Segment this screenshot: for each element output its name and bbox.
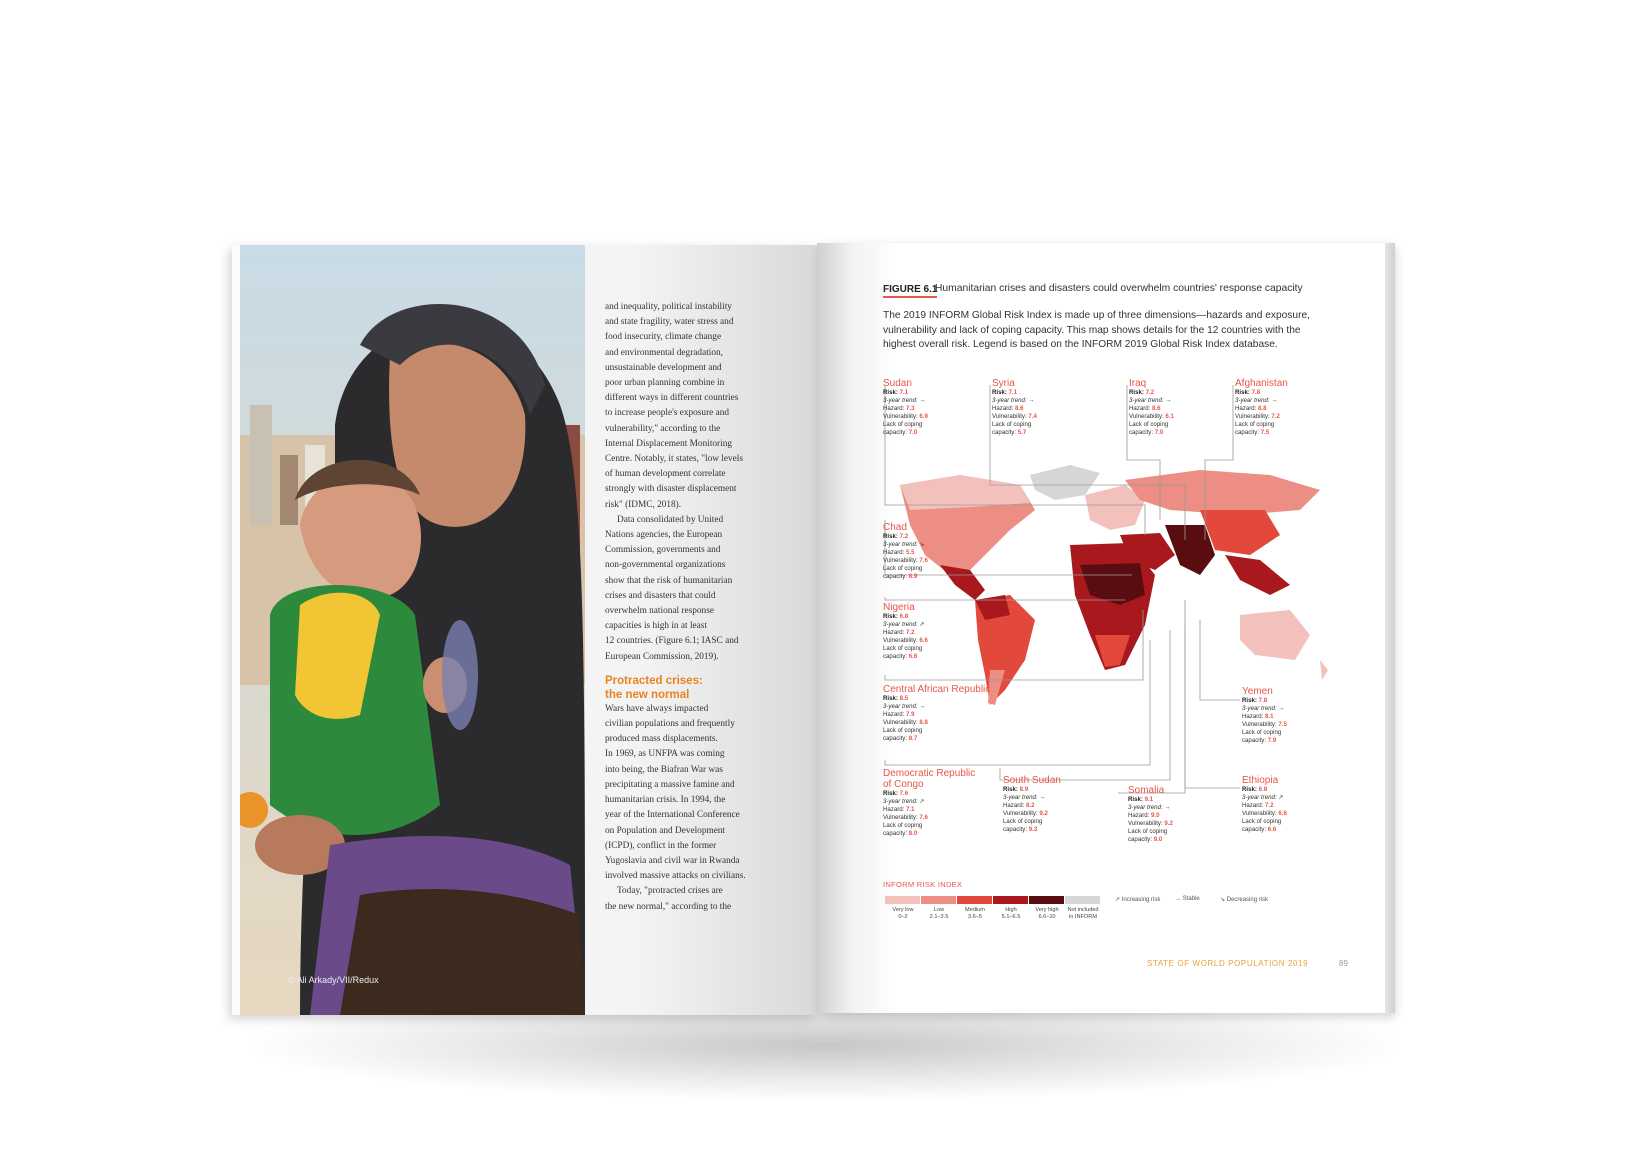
hazard-label: Hazard: (1235, 405, 1257, 413)
coping-label: Lack of coping (992, 421, 1032, 429)
legend-stable: → Stable (1175, 896, 1200, 902)
coping-label: capacity: (1242, 737, 1267, 745)
callout-south-sudan (1003, 775, 1083, 835)
legend-label (883, 907, 923, 921)
trend-label: 3-year trend: (1003, 794, 1038, 802)
coping-label: capacity: (1242, 826, 1267, 834)
coping-label: Lack of coping (883, 645, 923, 653)
body-line: produced mass displacements. (605, 734, 718, 745)
trend-arrow-icon: ↗ (919, 798, 925, 806)
body-line: precipitating a massive famine and (605, 779, 735, 790)
risk-label: Risk: (883, 389, 898, 396)
coping-value: 5.7 (1017, 429, 1027, 437)
russia-shape (1125, 470, 1320, 515)
vulnerability-value: 6.6 (919, 637, 928, 645)
legend-label-1: Very high (1035, 907, 1059, 913)
coping-label: Lack of coping (1235, 421, 1275, 429)
vulnerability-value: 7.6 (919, 814, 928, 822)
hazard-label: Hazard: (1128, 812, 1150, 820)
body-line: to increase people's exposure and (605, 408, 730, 419)
risk-value: 7.1 (1008, 389, 1018, 396)
trend-label: 3-year trend: (992, 397, 1027, 405)
hazard-value: 8.2 (1026, 802, 1035, 810)
legend-swatch (993, 896, 1028, 904)
vulnerability-value: 7.4 (1028, 413, 1037, 421)
vulnerability-value: 6.9 (919, 413, 928, 421)
trend-arrow-icon: → (1028, 397, 1035, 405)
coping-label: capacity: (1129, 429, 1154, 437)
body-line: European Commission, 2019). (605, 651, 719, 662)
country-name: Afghanistan (1235, 378, 1288, 389)
body-line: of human development correlate (605, 469, 726, 480)
body-line: (ICPD), conflict in the former (605, 840, 717, 851)
hazard-label: Hazard: (883, 405, 905, 413)
callout-syria (992, 378, 1072, 438)
country-name: Iraq (1129, 378, 1147, 389)
coping-label: Lack of coping (1129, 421, 1169, 429)
legend-label (991, 907, 1031, 921)
trend-label: 3-year trend: (883, 541, 918, 549)
southeast-asia-shape (1225, 555, 1290, 595)
figure-label: FIGURE 6.1 (883, 284, 937, 298)
vulnerability-value: 7.6 (919, 557, 928, 565)
body-line: into being, the Biafran War was (605, 764, 723, 775)
legend-label-2: 6.6–10 (1038, 914, 1056, 920)
risk-value: 8.5 (899, 695, 909, 702)
coping-label: Lack of coping (883, 421, 923, 429)
page-number: 89 (1339, 959, 1348, 968)
coping-label: capacity: (883, 653, 908, 661)
hazard-label: Hazard: (992, 405, 1014, 413)
callout-ethiopia (1242, 775, 1322, 835)
vulnerability-label: Vulnerability: (883, 413, 918, 421)
vulnerability-label: Vulnerability: (1128, 820, 1163, 828)
body-line: Nations agencies, the European (605, 530, 723, 541)
hazard-label: Hazard: (1129, 405, 1151, 413)
hazard-value: 8.6 (1015, 405, 1024, 413)
body-line: Today, "protracted crises are (617, 886, 723, 897)
risk-label: Risk: (1242, 697, 1257, 704)
legend-label (919, 907, 959, 921)
coping-label: capacity: (883, 830, 908, 838)
risk-label: Risk: (1003, 786, 1018, 793)
country-name: Central African Republic (883, 684, 991, 695)
risk-label: Risk: (883, 613, 898, 620)
hazard-label: Hazard: (1242, 802, 1264, 810)
hazard-value: 7.1 (906, 806, 915, 814)
vulnerability-label: Vulnerability: (992, 413, 1027, 421)
coping-label: capacity: (992, 429, 1017, 437)
figure-title: Humanitarian crises and disasters could overwhelm countries' response capacity (935, 283, 1303, 294)
legend-label-2: 5.1–6.5 (1001, 914, 1021, 920)
risk-value: 8.9 (1019, 786, 1029, 793)
coping-label: capacity: (883, 573, 908, 581)
country-name: Nigeria (883, 602, 915, 613)
risk-label: Risk: (1235, 389, 1250, 396)
country-name: South Sudan (1003, 775, 1061, 786)
hazard-value: 7.3 (906, 405, 915, 413)
coping-value: 7.0 (1154, 429, 1164, 437)
trend-arrow-icon: → (1039, 794, 1046, 802)
hazard-label: Hazard: (883, 549, 905, 557)
legend-swatch (957, 896, 992, 904)
risk-value: 7.2 (1145, 389, 1155, 396)
coping-label: Lack of coping (883, 727, 923, 735)
legend-label-2: 2.1–3.5 (929, 914, 949, 920)
figure-description (883, 309, 1338, 353)
legend-label (955, 907, 995, 921)
risk-label: Risk: (1242, 786, 1257, 793)
body-line: strongly with disaster displacement (605, 484, 737, 495)
coping-label: Lack of coping (1128, 828, 1168, 836)
risk-label: Risk: (883, 695, 898, 702)
vulnerability-value: 9.2 (1039, 810, 1048, 818)
risk-value: 7.8 (1258, 697, 1268, 704)
callout-sudan (883, 378, 963, 438)
new-zealand-shape (1320, 660, 1328, 680)
risk-value: 9.1 (1144, 796, 1154, 803)
trend-arrow-icon: → (1164, 804, 1171, 812)
description-line: The 2019 INFORM Global Risk Index is made up of three dimensions—hazards and exposure, (883, 310, 1310, 321)
risk-label: Risk: (883, 533, 898, 540)
coping-label: Lack of coping (883, 565, 923, 573)
section-heading: the new normal (605, 688, 690, 701)
hazard-value: 7.2 (906, 629, 915, 637)
body-line: Centre. Notably, it states, "low levels (605, 454, 743, 465)
body-line: Yugoslavia and civil war in Rwanda (605, 855, 740, 866)
legend-swatch (921, 896, 956, 904)
body-line: In 1969, as UNFPA was coming (605, 749, 725, 760)
body-line: food insecurity, climate change (605, 332, 722, 343)
callout-iraq (1129, 378, 1209, 438)
trend-arrow-icon: → (1165, 397, 1172, 405)
vulnerability-value: 7.2 (1271, 413, 1280, 421)
trend-label: 3-year trend: (883, 397, 918, 405)
description-line: vulnerability and lack of coping capacity. This map shows details for the 12 countries with the (883, 324, 1301, 336)
callout-afghanistan (1235, 378, 1315, 438)
mother-and-child-photo (240, 245, 585, 1015)
legend-label-2: in INFORM (1069, 914, 1097, 920)
hazard-value: 9.0 (1151, 812, 1160, 820)
body-line: involved massive attacks on civilians. (605, 871, 746, 882)
risk-value: 7.6 (899, 790, 909, 797)
legend-swatch (1065, 896, 1100, 904)
trend-arrow-icon: ↗ (1278, 794, 1284, 802)
legend-label-1: High (1005, 907, 1017, 913)
australia-shape (1240, 610, 1310, 660)
vulnerability-label: Vulnerability: (883, 814, 918, 822)
body-line: poor urban planning combine in (605, 378, 725, 389)
coping-value: 6.6 (1267, 826, 1277, 834)
body-line: the new normal," according to the (605, 901, 732, 912)
risk-value: 7.8 (1251, 389, 1261, 396)
vulnerability-label: Vulnerability: (1242, 810, 1277, 818)
body-line: Internal Displacement Monitoring (605, 438, 733, 449)
risk-label: Risk: (883, 790, 898, 797)
body-line: non-governmental organizations (605, 560, 726, 571)
trend-arrow-icon: → (1271, 397, 1278, 405)
vulnerability-value: 6.1 (1165, 413, 1174, 421)
callout-chad (883, 522, 963, 582)
callout-central-african-republic (883, 684, 1023, 744)
legend-label (1063, 907, 1103, 921)
vulnerability-label: Vulnerability: (1242, 721, 1277, 729)
hazard-label: Hazard: (1003, 802, 1025, 810)
legend-title: INFORM RISK INDEX (883, 880, 963, 889)
hazard-value: 8.1 (1265, 713, 1274, 721)
hazard-value: 7.2 (1265, 802, 1274, 810)
hazard-label: Hazard: (1242, 713, 1264, 721)
body-line: show that the risk of humanitarian (605, 575, 733, 586)
body-line: Commission, governments and (605, 545, 721, 556)
description-line: highest overall risk. Legend is based on the INFORM 2019 Global Risk Index database. (883, 339, 1278, 350)
coping-value: 7.5 (1260, 429, 1270, 437)
body-line: humanitarian crisis. In 1994, the (605, 795, 726, 806)
risk-value: 6.8 (1258, 786, 1268, 793)
trend-label: 3-year trend: (1242, 794, 1277, 802)
risk-value: 7.2 (899, 533, 909, 540)
risk-label: Risk: (1129, 389, 1144, 396)
body-line: civilian populations and frequently (605, 719, 735, 730)
callout-democratic-republic-of-congo (883, 768, 1003, 839)
callout-somalia (1128, 785, 1208, 845)
country-name: Sudan (883, 378, 912, 389)
hazard-value: 8.8 (1258, 405, 1267, 413)
body-line: crises and disasters that could (605, 590, 716, 601)
legend-label-2: 0–2 (898, 914, 908, 920)
trend-label: 3-year trend: (1128, 804, 1163, 812)
photo-credit: © Ali Arkady/VII/Redux (288, 975, 379, 985)
body-line: and inequality, political instability (605, 302, 732, 312)
vulnerability-value: 6.6 (1278, 810, 1287, 818)
hazard-label: Hazard: (883, 711, 905, 719)
left-body-text (605, 300, 750, 915)
body-line: Wars have always impacted (605, 703, 709, 714)
body-line: unsustainable development and (605, 362, 722, 373)
body-line: vulnerability," according to the (605, 423, 721, 434)
coping-value: 8.0 (908, 830, 918, 838)
vulnerability-value: 9.2 (1164, 820, 1173, 828)
trend-arrow-icon: ↗ (919, 621, 925, 629)
body-line: capacities is high in at least (605, 621, 707, 632)
callout-nigeria (883, 602, 963, 662)
risk-label: Risk: (992, 389, 1007, 396)
trend-arrow-icon: → (919, 397, 926, 405)
vulnerability-label: Vulnerability: (1003, 810, 1038, 818)
legend-swatch (1029, 896, 1064, 904)
vulnerability-label: Vulnerability: (1129, 413, 1164, 421)
legend-increasing-risk: ↗ Increasing risk (1115, 897, 1161, 903)
body-line: year of the International Conference (605, 810, 740, 821)
coping-value: 8.7 (908, 735, 918, 743)
running-footer-title: STATE OF WORLD POPULATION 2019 (1147, 959, 1309, 968)
vulnerability-value: 8.8 (919, 719, 928, 727)
body-line: risk" (IDMC, 2018). (605, 499, 682, 510)
coping-label: Lack of coping (1242, 729, 1282, 737)
trend-label: 3-year trend: (883, 621, 918, 629)
coping-label: capacity: (883, 429, 908, 437)
coping-label: capacity: (1003, 826, 1028, 834)
trend-label: 3-year trend: (883, 703, 918, 711)
coping-label: capacity: (1128, 836, 1153, 844)
coping-value: 7.9 (1267, 737, 1277, 745)
vulnerability-value: 7.5 (1278, 721, 1287, 729)
body-line: different ways in different countries (605, 393, 739, 404)
hazard-label: Hazard: (883, 806, 905, 814)
body-line: and state fragility, water stress and (605, 317, 734, 328)
south-asia-shape (1165, 525, 1215, 575)
body-line: Data consolidated by United (617, 514, 724, 525)
body-line: 12 countries. (Figure 6.1; IASC and (605, 636, 739, 647)
country-name: Syria (992, 378, 1015, 389)
body-line: on Population and Development (605, 825, 726, 836)
coping-value: 9.0 (1153, 836, 1163, 844)
trend-label: 3-year trend: (1129, 397, 1164, 405)
section-heading: Protracted crises: (605, 674, 703, 687)
body-line: and environmental degradation, (605, 347, 723, 358)
vulnerability-label: Vulnerability: (1235, 413, 1270, 421)
trend-arrow-icon: ↘ (919, 541, 925, 549)
vulnerability-label: Vulnerability: (883, 637, 918, 645)
legend-label-1: Very low (892, 907, 914, 913)
risk-value: 6.8 (899, 613, 909, 620)
coping-label: Lack of coping (1242, 818, 1282, 826)
country-name: Yemen (1242, 686, 1273, 697)
legend-decreasing-risk: ↘ Decreasing risk (1220, 897, 1269, 903)
trend-arrow-icon: → (919, 703, 926, 711)
coping-label: capacity: (883, 735, 908, 743)
hazard-value: 5.5 (906, 549, 915, 557)
legend-label (1027, 907, 1067, 921)
hazard-value: 8.6 (1152, 405, 1161, 413)
hazard-label: Hazard: (883, 629, 905, 637)
coping-label: Lack of coping (883, 822, 923, 830)
coping-value: 8.9 (908, 573, 918, 581)
legend-label-2: 3.6–5 (968, 914, 982, 920)
risk-label: Risk: (1128, 796, 1143, 803)
coping-value: 9.3 (1028, 826, 1038, 834)
country-name: Somalia (1128, 785, 1165, 796)
coping-label: Lack of coping (1003, 818, 1043, 826)
body-line: overwhelm national response (605, 606, 714, 617)
risk-value: 7.1 (899, 389, 909, 396)
legend-label-1: Not included (1067, 907, 1099, 913)
country-name: Democratic Republic (883, 768, 976, 779)
country-name: Chad (883, 522, 907, 533)
coping-value: 7.0 (908, 429, 918, 437)
coping-value: 6.6 (908, 653, 918, 661)
country-name: of Congo (883, 779, 924, 790)
trend-label: 3-year trend: (1242, 705, 1277, 713)
country-name: Ethiopia (1242, 775, 1279, 786)
legend-label-1: Low (933, 907, 945, 913)
legend-label-1: Medium (965, 907, 985, 913)
trend-label: 3-year trend: (883, 798, 918, 806)
vulnerability-label: Vulnerability: (883, 557, 918, 565)
coping-label: capacity: (1235, 429, 1260, 437)
trend-arrow-icon: → (1278, 705, 1285, 713)
callout-yemen (1242, 686, 1322, 746)
trend-label: 3-year trend: (1235, 397, 1270, 405)
hazard-value: 7.9 (906, 711, 915, 719)
vulnerability-label: Vulnerability: (883, 719, 918, 727)
legend-swatch (885, 896, 920, 904)
page-edge (1385, 243, 1395, 1013)
